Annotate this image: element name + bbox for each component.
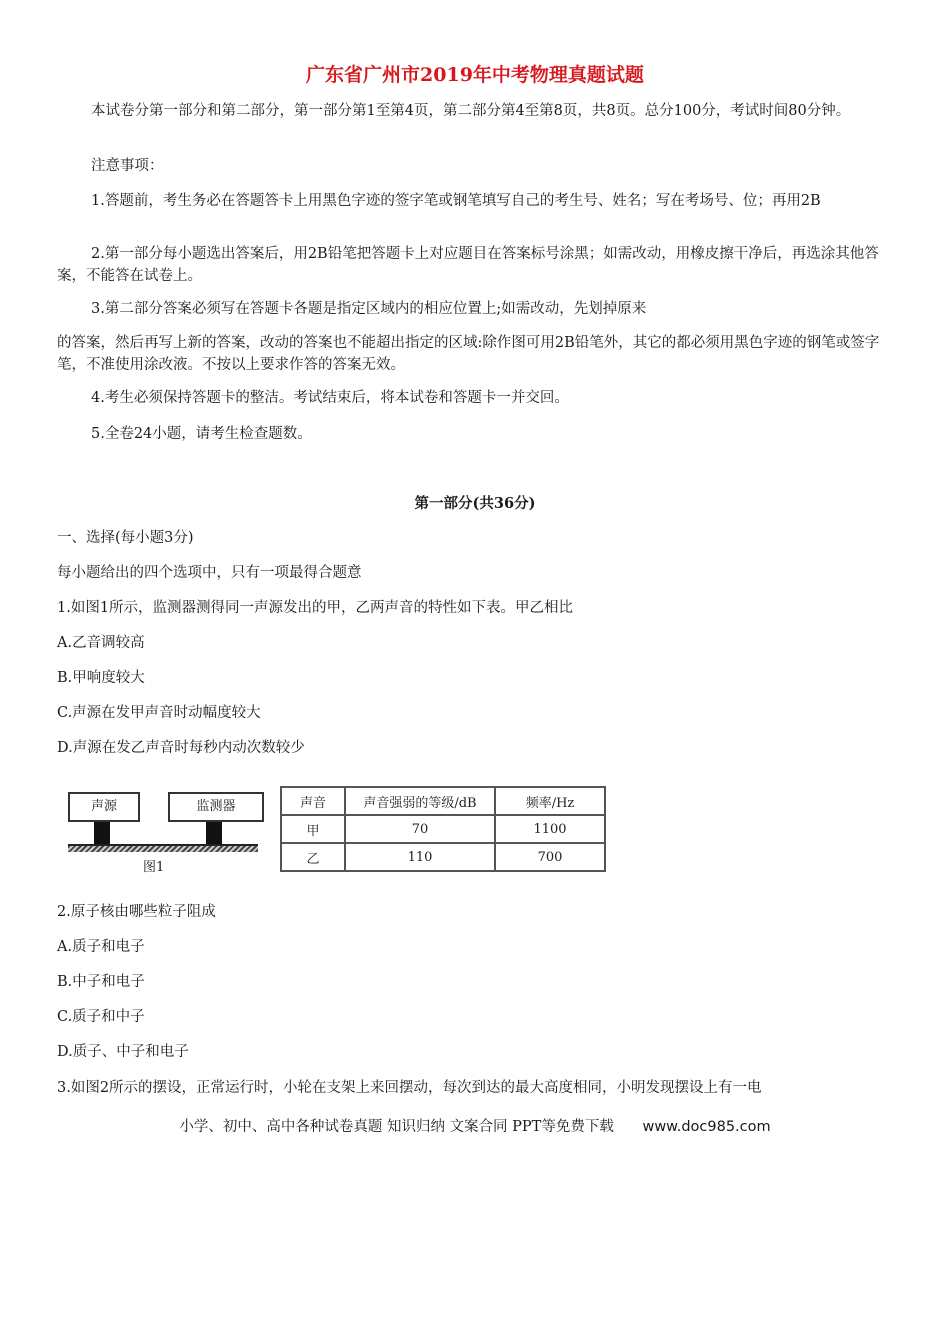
footer-text: 小学、初中、高中各种试卷真题 知识归纳 文案合同 PPT等免费下载 (179, 1119, 614, 1135)
intro-paragraph: 本试卷分第一部分和第二部分，第一部分第1至第4页，第二部分第4至第8页，共8页。总分100分，考试时间80分钟。 (91, 103, 851, 119)
table-row (281, 815, 605, 843)
table-cell: 110 (345, 843, 495, 871)
table-cell: 70 (345, 815, 495, 843)
table-cell: 甲 (281, 815, 345, 843)
note-1: 1.答题前，考生务必在答题答卡上用黑色字迹的签字笔或钢笔填写自己的考生号、姓名；写在考场号、位；再用2B (91, 193, 821, 209)
question-1-option-a: A.乙音调较高 (57, 635, 145, 651)
note-3: 3.第二部分答案必须写在答题卡各题是指定区域内的相应位置上;如需改动，先划掉原来 (91, 301, 647, 317)
question-2-option-a: A.质子和电子 (57, 939, 145, 955)
section-note: 每小题给出的四个选项中，只有一项最得合题意 (57, 565, 362, 581)
sound-source-box: 声源 (68, 792, 140, 822)
note-5: 5.全卷24小题，请考生检查题数。 (91, 426, 312, 442)
table-header-row (281, 787, 605, 815)
question-1-stem: 1.如图1所示，监测器测得同一声源发出的甲，乙两声音的特性如下表。甲乙相比 (57, 600, 574, 616)
monitor-box: 监测器 (168, 792, 264, 822)
question-2-stem: 2.原子核由哪些粒子阻成 (57, 904, 216, 920)
table-row (281, 843, 605, 871)
table-cell: 700 (495, 843, 605, 871)
table-header-cell: 频率/Hz (495, 787, 605, 815)
question-3-stem: 3.如图2所示的摆设，正常运行时，小轮在支架上来回摆动，每次到达的最大高度相同，小明发现摆设上有一电 (57, 1080, 762, 1096)
page-footer (0, 1115, 950, 1136)
table-header-cell: 声音 (281, 787, 345, 815)
question-1-option-c: C.声源在发甲声音时动幅度较大 (57, 705, 261, 721)
question-1-option-b: B.甲响度较大 (57, 670, 145, 686)
table-cell: 乙 (281, 843, 345, 871)
sound-source-stand (94, 822, 110, 844)
footer-link[interactable]: www.doc985.com (642, 1119, 771, 1135)
question-1-option-d: D.声源在发乙声音时每秒内动次数较少 (57, 740, 305, 756)
monitor-stand (206, 822, 222, 844)
table-cell: 1100 (495, 815, 605, 843)
sound-characteristics-table (280, 786, 606, 872)
table-header-cell: 声音强弱的等级/dB (345, 787, 495, 815)
question-2-option-b: B.中子和电子 (57, 974, 145, 990)
page-title: 广东省广州市2019年中考物理真题试题 (306, 64, 644, 86)
notes-heading: 注意事项： (91, 158, 164, 174)
note-2: 2.第一部分每小题选出答案后，用2B铅笔把答题卡上对应题目在答案标号涂黑；如需改动，用橡皮擦干净后，再选涂其他答案，不能答在试卷上。 (57, 246, 879, 284)
section-title: 一、选择(每小题3分) (57, 530, 194, 546)
figure-1 (68, 790, 268, 880)
question-2-option-d: D.质子、中子和电子 (57, 1044, 189, 1060)
part-heading: 第一部分(共36分) (414, 495, 536, 512)
note-4: 4.考生必须保持答题卡的整洁。考试结束后，将本试卷和答题卡一并交回。 (91, 390, 569, 406)
figure-1-caption: 图1 (143, 860, 165, 875)
ground-surface (68, 844, 258, 852)
note-3-continued: 的答案，然后再写上新的答案，改动的答案也不能超出指定的区域:除作图可用2B铅笔外，其它的都必须用黑色字迹的钢笔或签字笔，不准使用涂改液。不按以上要求作答的答案无效。 (57, 335, 880, 373)
question-2-option-c: C.质子和中子 (57, 1009, 145, 1025)
